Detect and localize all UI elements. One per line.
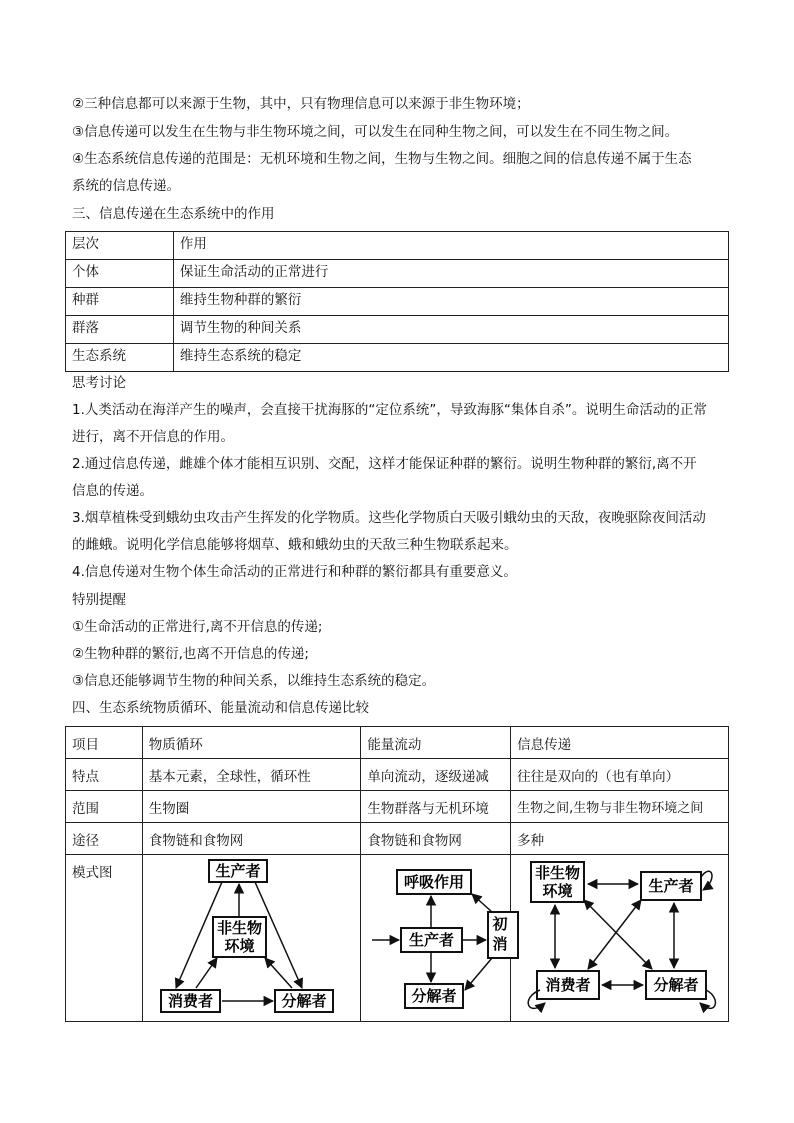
table-cell: 单向流动，逐级递减 [361, 759, 511, 791]
table-cell: 群落 [66, 316, 174, 344]
table-header-cell: 信息传递 [511, 727, 729, 759]
text-line: 1.人类活动在海洋产生的噪声，会直接干扰海豚的“定位系统”，导致海豚“集体自杀”。说明生命活动的正常 [72, 402, 707, 418]
text-line: ②生物种群的繁衍,也离不开信息的传递; [72, 646, 309, 662]
arrow [265, 958, 292, 988]
text-line: 系统的信息传递。 [72, 178, 180, 194]
producer-label: 生产者 [215, 862, 261, 880]
text-line: ③信息还能够调节生物的种间关系，以维持生态系统的稳定。 [72, 673, 436, 689]
table-cell: 生物圈 [142, 791, 361, 823]
text-line: 的雌蛾。说明化学信息能够将烟草、蛾和蛾幼虫的天敌三种生物联系起来。 [72, 537, 518, 553]
arrow [465, 958, 492, 990]
arrow [472, 894, 492, 912]
table-header-cell: 项目 [66, 727, 143, 759]
text-line: ②三种信息都可以来源于生物，其中，只有物理信息可以来源于非生物环境； [72, 96, 530, 112]
arrow [588, 900, 641, 969]
arrow [196, 958, 217, 988]
respiration-label: 呼吸作用 [403, 873, 465, 891]
section-heading: 三、信息传递在生态系统中的作用 [72, 206, 275, 222]
environment-label-line1: 非生物 [216, 919, 263, 937]
table-cell: 生物群落与无机环境 [361, 791, 511, 823]
table-cell: 种群 [66, 288, 174, 316]
text-line: 4.信息传递对生物个体生命活动的正常进行和种群的繁衍都具有重要意义。 [72, 564, 517, 580]
producer-label: 生产者 [408, 931, 455, 949]
table-cell: 维持生物种群的繁衍 [173, 288, 728, 316]
text-line: ④生态系统信息传递的范围是：无机环境和生物之间，生物与生物之间。细胞之间的信息传递不属于生态 [72, 151, 692, 167]
energy-flow-diagram [372, 870, 518, 1008]
table-header-cell: 物质循环 [142, 727, 361, 759]
text-line: ①生命活动的正常进行,离不开信息的传递; [72, 619, 323, 635]
environment-label-line1: 非生物 [534, 864, 581, 882]
consumer-label-line2: 消 [492, 935, 508, 953]
information-transfer-diagram [528, 862, 715, 1008]
text-line: ③信息传递可以发生在生物与非生物环境之间，可以发生在同种生物之间，可以发生在不同生物之间。 [72, 124, 679, 140]
table-cell: 个体 [66, 260, 174, 288]
self-loop-arrow [701, 871, 712, 890]
text-line: 信息的传递。 [72, 483, 153, 499]
table-header-cell: 作用 [173, 232, 728, 260]
subheading: 思考讨论 [72, 375, 126, 391]
table-header-cell: 层次 [66, 232, 174, 260]
table-cell: 生态系统 [66, 344, 174, 372]
producer-label: 生产者 [648, 877, 694, 895]
decomposer-label: 分解者 [653, 976, 699, 994]
environment-label-line2: 环境 [542, 882, 573, 900]
decomposer-label: 分解者 [281, 992, 327, 1010]
environment-label-line2: 环境 [224, 937, 255, 955]
arrow [584, 900, 652, 969]
table-cell: 特点 [66, 759, 143, 791]
text-line: 3.烟草植株受到蛾幼虫攻击产生挥发的化学物质。这些化学物质白天吸引蛾幼虫的天敌，夜晚驱除夜间活动 [72, 510, 706, 526]
table-cell: 保证生命活动的正常进行 [173, 260, 728, 288]
text-line: 2.通过信息传递，雌雄个体才能相互识别、交配，这样才能保证种群的繁衍。说明生物种群的繁衍,离不开 [72, 456, 697, 472]
table-cell: 途径 [66, 823, 143, 855]
table-cell: 多种 [511, 823, 729, 855]
consumer-label-line1: 初 [492, 915, 508, 933]
table-cell: 生物之间,生物与非生物环境之间 [511, 791, 729, 823]
table-header-cell: 能量流动 [361, 727, 511, 759]
consumer-label: 消费者 [545, 976, 591, 994]
table-cell: 调节生物的种间关系 [173, 316, 728, 344]
table-cell: 基本元素，全球性，循环性 [142, 759, 361, 791]
table-cell: 维持生态系统的稳定 [173, 344, 728, 372]
table-cell: 食物链和食物网 [142, 823, 361, 855]
subheading: 特别提醒 [72, 592, 126, 608]
table-cell: 范围 [66, 791, 143, 823]
matter-cycle-diagram [161, 860, 333, 1012]
table-cell: 模式图 [66, 855, 143, 1022]
text-line: 进行，离不开信息的作用。 [72, 429, 234, 445]
table-cell: 往往是双向的（也有单向） [511, 759, 729, 791]
consumer-label: 消费者 [167, 992, 214, 1010]
table-cell: 食物链和食物网 [361, 823, 511, 855]
section-heading: 四、生态系统物质循环、能量流动和信息传递比较 [72, 700, 369, 716]
decomposer-label: 分解者 [411, 987, 457, 1005]
